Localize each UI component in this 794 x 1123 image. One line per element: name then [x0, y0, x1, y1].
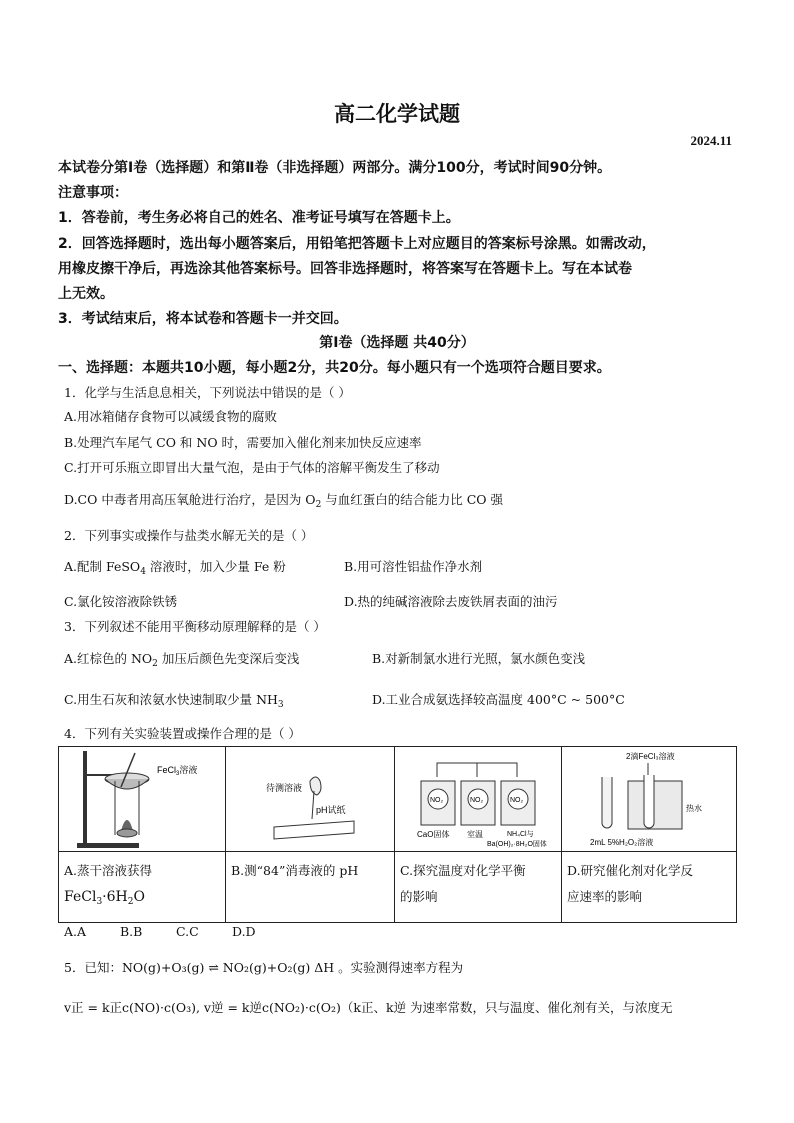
page-title: 高二化学试题	[334, 102, 460, 126]
catalyst-rate-figure	[562, 747, 736, 851]
figure-c-gas-1: NO₂	[430, 797, 444, 804]
q2-option-c: C.氯化铵溶液除铁锈	[64, 594, 178, 609]
q1-option-c: C.打开可乐瓶立即冒出大量气泡，是由于气体的溶解平衡发生了移动	[64, 460, 440, 475]
note-2-cont: 用橡皮擦干净后，再选涂其他答案标号。回答非选择题时，将答案写在答题卡上。写在本试卷	[58, 261, 632, 277]
figure-c-label-baoh2: Ba(OH)₂·8H₂O固体	[487, 841, 547, 848]
figure-b-cell	[226, 747, 395, 852]
intro-text: 本试卷分第Ⅰ卷（选择题）和第Ⅱ卷（非选择题）两部分。满分100分，考试时间90分钟。	[58, 160, 612, 176]
q1-option-d: D.CO 中毒者用高压氧舱进行治疗，是因为 $O_2$ 与血红蛋白的结合能力比 CO 强	[64, 492, 504, 510]
q3-option-b: B.对新制氯水进行光照，氯水颜色变浅	[372, 651, 586, 666]
q3-option-c: C.用生石灰和浓氨水快速制取少量 $NH_3$	[64, 692, 284, 710]
note-2-end: 上无效。	[58, 286, 114, 302]
q5-line-1: 5．已知：NO(g)+O₃(g) ⇌ NO₂(g)+O₂(g) ΔH 。实验测得速率方程为	[64, 960, 464, 975]
part1-title: 第Ⅰ卷（选择题 共40分）	[319, 335, 475, 351]
q2-stem: 2．下列事实或操作与盐类水解无关的是（ ）	[64, 528, 314, 543]
notes-title: 注意事项：	[58, 185, 128, 201]
figure-d-label-hot-water: 热水	[686, 804, 702, 813]
caption-b: B.测“84”消毒液的 pH	[226, 852, 395, 923]
q3-option-a: A.红棕色的 $NO_2$ 加压后颜色先变深后变浅	[64, 651, 300, 669]
q4-choice-a: A.A	[64, 924, 87, 939]
q4-choice-c: C.C	[176, 924, 199, 939]
q1-option-a: A.用冰箱储存食物可以减缓食物的腐败	[64, 409, 278, 424]
figure-d-label-h2o2: 2mL 5%H₂O₂溶液	[590, 838, 654, 847]
figure-a-cell	[59, 747, 226, 852]
figure-c-label-room-temp: 室温	[467, 830, 483, 839]
figure-a-label: FeCl$_3$溶液	[157, 765, 198, 777]
exam-date: 2024.11	[690, 133, 732, 148]
figure-c-label-nh4cl: NH₄Cl与	[507, 831, 534, 838]
q4-choice-d: D.D	[232, 924, 256, 939]
note-1: 1．答卷前，考生务必将自己的姓名、准考证号填写在答题卡上。	[58, 210, 460, 226]
caption-d: D.研究催化剂对化学反 应速率的影响	[562, 852, 737, 923]
note-3: 3．考试结束后，将本试卷和答题卡一并交回。	[58, 311, 348, 327]
q1-stem: 1．化学与生活息息相关，下列说法中错误的是（ ）	[64, 385, 351, 400]
q4-apparatus-table	[58, 746, 737, 923]
temperature-equilibrium-figure	[395, 747, 561, 851]
figure-d-label-fecl3: 2滴FeCl₃溶液	[626, 752, 675, 761]
q3-stem: 3．下列叙述不能用平衡移动原理解释的是（ ）	[64, 619, 326, 634]
q4-choice-b: B.B	[120, 924, 143, 939]
evaporation-apparatus-figure	[59, 747, 225, 851]
q2-option-a: A.配制 FeSO$_4$ 溶液时，加入少量 Fe 粉	[64, 559, 286, 577]
figure-d-cell	[562, 747, 737, 852]
caption-c: C.探究温度对化学平衡 的影响	[395, 852, 562, 923]
figure-b-label-ph-paper: pH试纸	[316, 805, 346, 815]
figure-c-cell	[395, 747, 562, 852]
ph-test-figure	[226, 747, 394, 851]
q3-option-d: D.工业合成氨选择较高温度 400°C ~ 500°C	[372, 692, 625, 707]
q4-stem: 4．下列有关实验装置或操作合理的是（ ）	[64, 726, 301, 741]
q2-option-d: D.热的纯碱溶液除去废铁屑表面的油污	[344, 594, 558, 609]
figure-c-gas-3: NO₂	[510, 797, 524, 804]
q1-option-b: B.处理汽车尾气 CO 和 NO 时，需要加入催化剂来加快反应速率	[64, 435, 422, 450]
figure-b-label-sample: 待测溶液	[266, 783, 303, 793]
section1-title: 一、选择题：本题共10小题，每小题2分，共20分。每小题只有一个选项符合题目要求。	[58, 360, 611, 376]
figure-c-label-cao: CaO固体	[417, 830, 450, 839]
q5-line-2: v正 = k正c(NO)·c(O₃), v逆 = k逆c(NO₂)·c(O₂)（k正、k逆 为速率常数，只与温度、催化剂有关，与浓度无	[64, 1000, 673, 1015]
q2-option-b: B.用可溶性铝盐作净水剂	[344, 559, 483, 574]
note-2: 2．回答选择题时，选出每小题答案后，用铅笔把答题卡上对应题目的答案标号涂黑。如需改动，	[58, 236, 656, 252]
caption-a: A.蒸干溶液获得 $FeCl_3\cdot 6H_2O$	[59, 852, 226, 923]
figure-c-gas-2: NO₂	[470, 797, 484, 804]
